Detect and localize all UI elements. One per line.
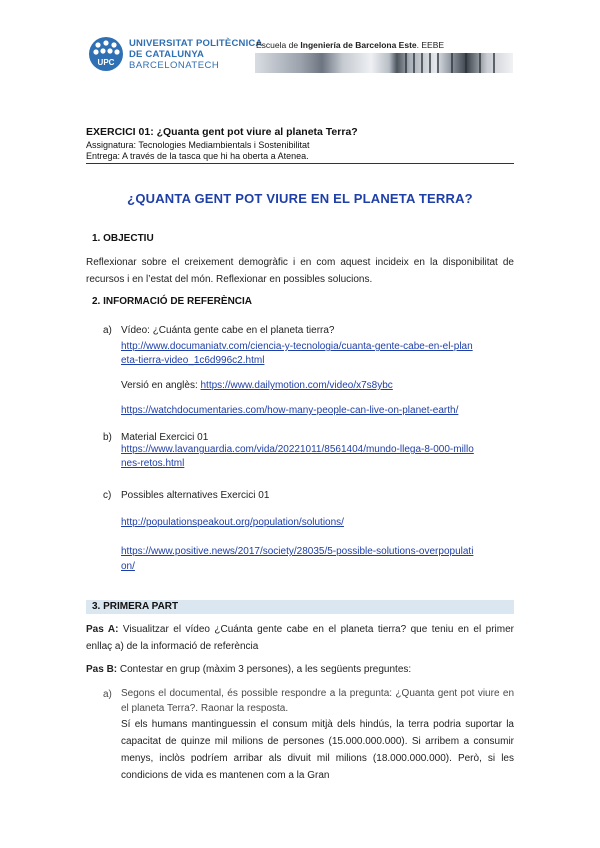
- lavanguardia-link-line1[interactable]: https://www.lavanguardia.com/vida/20221011/8561404/mundo-llega-8-000-millo: [121, 444, 474, 455]
- subject-line: Assignatura: Tecnologies Mediambientals i Sostenibilitat: [86, 140, 310, 150]
- populationspeakout-link[interactable]: http://populationspeakout.org/population/solutions/: [121, 517, 344, 528]
- objective-text: Reflexionar sobre el creixement demogràfic i en com aquest incideix en la disponibilitat de recursos i en l’estat del món. Reflexionar en possibles solucions.: [86, 257, 514, 285]
- reference-item-label: Possibles alternatives Exercici 01: [121, 490, 270, 501]
- page-title: ¿QUANTA GENT POT VIURE EN EL PLANETA TERRA?: [127, 191, 473, 206]
- section-heading-reference: 2. INFORMACIÓ DE REFERÈNCIA: [92, 296, 253, 307]
- watchdocumentaries-link[interactable]: https://watchdocumentaries.com/how-many-people-can-live-on-planet-earth/: [121, 405, 459, 416]
- list-marker: c): [103, 490, 112, 501]
- english-version: Versió en anglès: https://www.dailymotion.com/video/x7s8ybc: [121, 380, 393, 391]
- divider: [86, 163, 514, 164]
- question-marker: a): [103, 689, 112, 700]
- reference-item-label: Vídeo: ¿Cuánta gente cabe en el planeta tierra?: [121, 325, 335, 336]
- school-name: Escuela de Ingeniería de Barcelona Este. EEBE: [256, 40, 445, 50]
- list-marker: b): [103, 432, 112, 443]
- reference-item-label: Material Exercici 01: [121, 432, 209, 443]
- pas-a-text: Pas A: Visualitzar el vídeo ¿Cuánta gente cabe en el planeta tierra? que teniu en el primer enllaç a) de la informació de referència: [86, 624, 514, 652]
- upc-logo: [88, 36, 124, 72]
- answer-text: Sí els humans mantinguessin el consum mitjà dels hindús, la terra podria suportar la capacitat de quinze mil milions de persones (15.000.000.000). Si arribem a consumir menys, inclòs podríem arribar als divuit mil milions (18.000.000.000). Però, si les condicions de vida es mantenen com a la Gran: [121, 719, 514, 781]
- list-marker: a): [103, 325, 112, 336]
- positive-news-link-line2[interactable]: on/: [121, 561, 135, 572]
- video-link-line1[interactable]: http://www.documaniatv.com/ciencia-y-tecnologia/cuanta-gente-cabe-en-el-plan: [121, 341, 473, 352]
- english-video-link[interactable]: https://www.dailymotion.com/video/x7s8ybc: [200, 380, 393, 391]
- lavanguardia-link-line2[interactable]: nes-retos.html: [121, 458, 185, 469]
- video-link-line2[interactable]: eta-tierra-video_1c6d996c2.html: [121, 355, 265, 366]
- delivery-line: Entrega: A través de la tasca que hi ha oberta a Atenea.: [86, 151, 309, 161]
- header-banner-image: [255, 53, 513, 73]
- question-text: Segons el documental, és possible respondre a la pregunta: ¿Quanta gent pot viure en el planeta Terra?. Raonar la resposta.: [121, 688, 514, 714]
- university-name: UNIVERSITAT POLITÈCNICA DE CATALUNYA BARCELONATECH: [129, 38, 263, 71]
- positive-news-link-line1[interactable]: https://www.positive.news/2017/society/28035/5-possible-solutions-overpopulati: [121, 546, 474, 557]
- section-heading-objectiu: 1. OBJECTIU: [92, 233, 154, 244]
- exercise-title: EXERCICI 01: ¿Quanta gent pot viure al planeta Terra?: [86, 126, 358, 138]
- logo-text: UPC: [97, 58, 115, 67]
- pas-b-text: Pas B: Contestar en grup (màxim 3 persones), a les següents preguntes:: [86, 664, 412, 675]
- section-heading-primera-part: 3. PRIMERA PART: [92, 601, 179, 612]
